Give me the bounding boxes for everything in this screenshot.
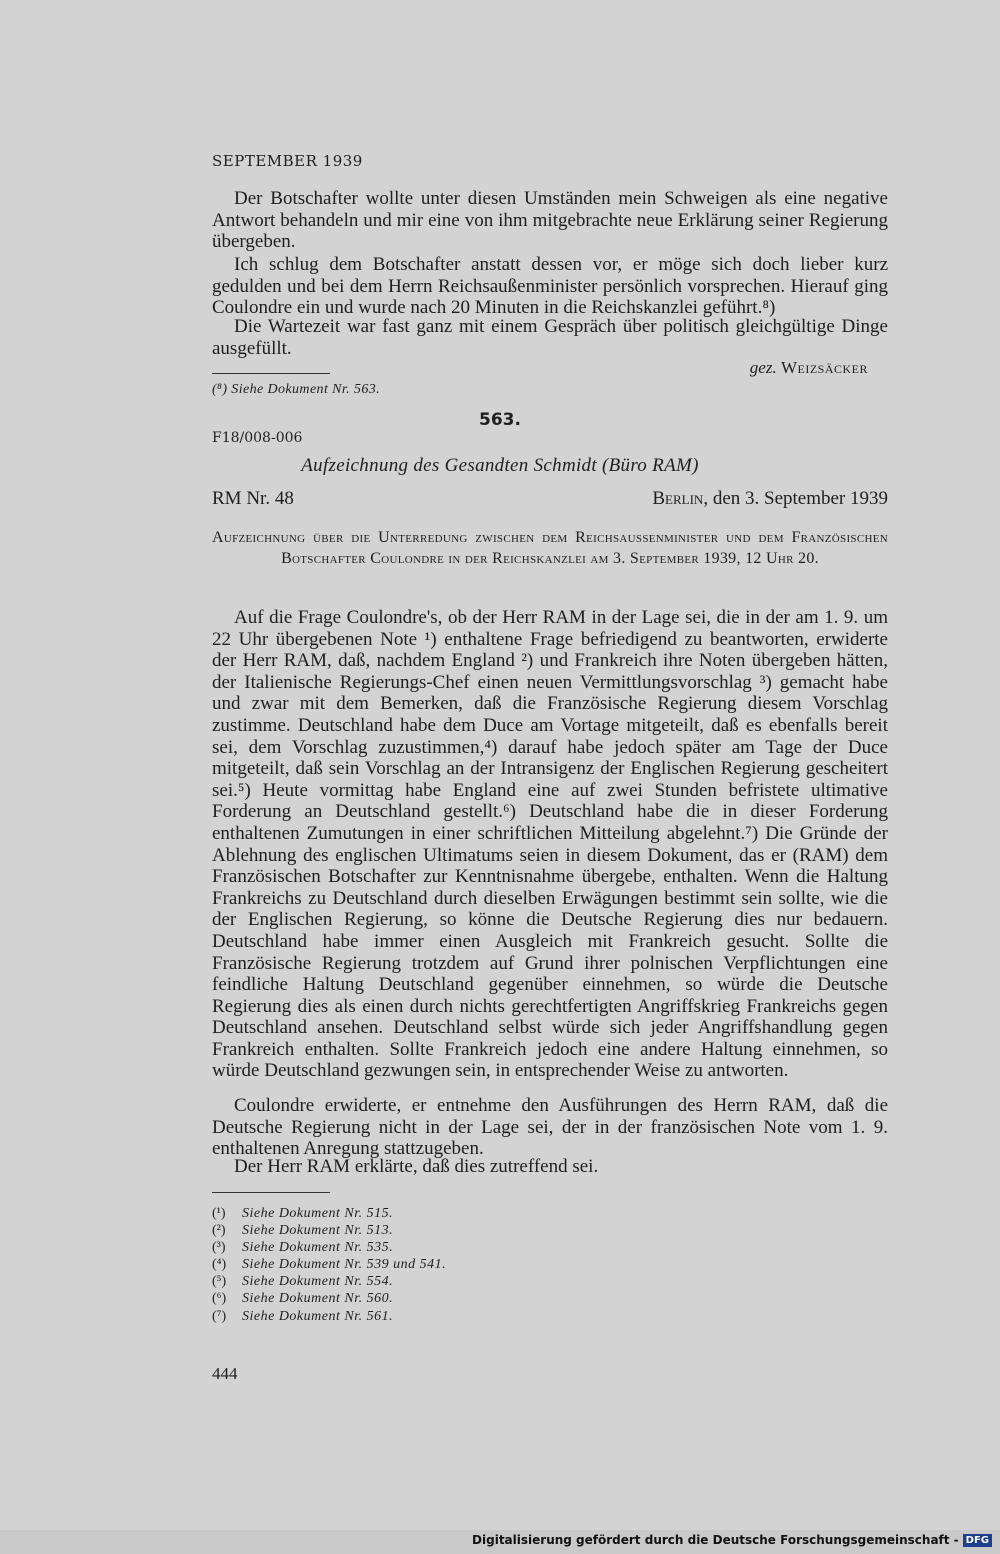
credit-text: Digitalisierung gefördert durch die Deutsche Forschungsgemeinschaft -	[472, 1533, 959, 1547]
footnote-divider	[212, 373, 330, 374]
document-title: Aufzeichnung des Gesandten Schmidt (Büro RAM)	[301, 455, 699, 476]
paragraph: Coulondre erwiderte, er entnehme den Ausführungen des Herrn RAM, daß die Deutsche Regierung nicht in der Lage sei, der in der französischen Note vom 1. 9. enthaltenen Anregung stattzugeben.	[212, 1095, 888, 1160]
footnote: (²) Siehe Dokument Nr. 513.	[212, 1223, 394, 1239]
signature-prefix: gez.	[749, 358, 777, 377]
footnote: (⁴) Siehe Dokument Nr. 539 und 541.	[212, 1257, 447, 1273]
file-reference: F18/008-006	[212, 430, 303, 446]
paragraph: Der Herr RAM erklärte, daß dies zutreffend sei.	[234, 1156, 599, 1177]
footnote: (⁸) Siehe Dokument Nr. 563.	[212, 382, 381, 397]
signature	[750, 358, 868, 378]
running-head: SEPTEMBER 1939	[212, 152, 363, 170]
paragraph: Die Wartezeit war fast ganz mit einem Gespräch über politisch gleichgültige Dinge ausgefüllt.	[212, 316, 888, 359]
footnote: (⁵) Siehe Dokument Nr. 554.	[212, 1274, 394, 1290]
date: , den 3. September 1939	[703, 488, 888, 509]
paragraph: Ich schlug dem Botschafter anstatt dessen vor, er möge sich doch lieber kurz gedulden und bei dem Herrn Reichsaußenminister persönlich vorsprechen. Hierauf ging Coulondre ein und wurde nach 20 Minuten in die Reichskanzlei geführt.⁸)	[212, 254, 888, 319]
record-heading: Aufzeichnung über die Unterredung zwischen dem Reichsaussenminister und dem Französischen Botschafter Coulondre in der Reichskanzlei am 3. September 1939, 12 Uhr 20.	[212, 529, 888, 567]
document-number: 563.	[479, 410, 521, 430]
footnote-list	[212, 1205, 446, 1325]
dfg-logo-icon: DFG	[963, 1534, 992, 1547]
place-date	[652, 488, 888, 510]
digitization-credit	[472, 1533, 992, 1547]
paragraph: Auf die Frage Coulondre's, ob der Herr RAM in der Lage sei, die in der am 1. 9. um 22 Uhr übergebenen Note ¹) enthaltene Frage befriedigend zu beantworten, erwiderte der Herr RAM, daß, nachdem England ²) und Frankreich ihre Noten übergeben hätten, der Italienische Regierungs-Chef einen neuen Vermittlungsvorschlag ³) gemacht habe und zwar mit dem Bemerken, daß die Französische Regierung diesem Vorschlag zustimme. Deutschland habe dem Duce am Vortage mitgeteilt, daß es ebenfalls bereit sei, dem Vorschlag zuzustimmen,⁴) darauf habe jedoch später am Tage der Duce mitgeteilt, daß sein Vorschlag an der Intransigenz der Englischen Regierung gescheitert sei.⁵) Heute vormittag habe England eine auf zwei Stunden befristete ultimative Forderung an Deutschland gestellt.⁶) Deutschland habe die in dieser Forderung enthaltenen Zumutungen in einer schriftlichen Mitteilung abgelehnt.⁷) Die Gründe der Ablehnung des englischen Ultimatums seien in diesem Dokument, das er (RAM) dem Französischen Botschafter zur Kenntnisnahme übergebe, enthalten. Wenn die Haltung Frankreichs zu Deutschland durch dieselben Erwägungen bestimmt sein sollte, wie die der Englischen Regierung, so könne die Deutsche Regierung dies nur bedauern. Deutschland habe immer einen Ausgleich mit Frankreich gesucht. Sollte die Französische Regierung trotzdem auf Grund ihrer polnischen Verpflichtungen eine feindliche Haltung Deutschland gegenüber einnehmen, so würde die Deutsche Regierung dies als einen durch nichts gerechtfertigten Angriffskrieg Frankreichs gegen Deutschland ansehen. Deutschland selbst würde sich jeder Angriffshandlung gegen Frankreich enthalten. Sollte Frankreich jedoch eine andere Haltung einnehmen, so würde Deutschland gezwungen sein, in entsprechender Weise zu antworten.	[212, 607, 888, 1082]
page-number: 444	[212, 1364, 238, 1383]
reference-number: RM Nr. 48	[212, 488, 294, 509]
signature-name: Weizsäcker	[780, 358, 868, 377]
paragraph: Der Botschafter wollte unter diesen Umständen mein Schweigen als eine negative Antwort behandeln und mir eine von ihm mitgebrachte neue Erklärung seiner Regierung übergeben.	[212, 188, 888, 253]
footnote: (⁷) Siehe Dokument Nr. 561.	[212, 1308, 394, 1324]
footnote-divider	[212, 1192, 330, 1193]
place: Berlin	[652, 488, 704, 509]
footnote: (¹) Siehe Dokument Nr. 515.	[212, 1206, 394, 1221]
footnote: (³) Siehe Dokument Nr. 535.	[212, 1240, 394, 1256]
footnote: (⁶) Siehe Dokument Nr. 560.	[212, 1291, 394, 1307]
